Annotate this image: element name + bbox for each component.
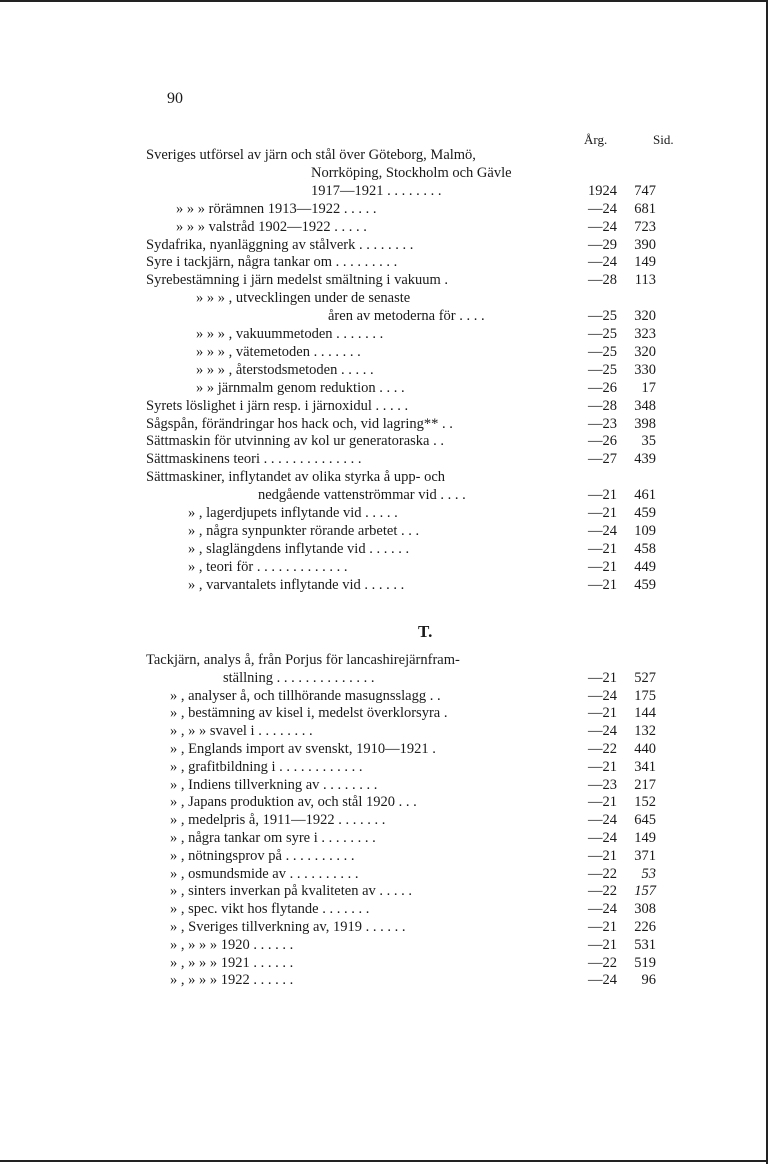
entry-page: 308 xyxy=(634,901,656,918)
entry-year: —21 xyxy=(588,540,617,557)
entry-year: —21 xyxy=(588,847,617,864)
entry-page: 527 xyxy=(634,669,656,686)
entry-page: 439 xyxy=(634,451,656,468)
entry-year: —22 xyxy=(588,883,617,900)
entry-page: 519 xyxy=(634,954,656,971)
index-entry xyxy=(0,723,768,740)
entry-page: 348 xyxy=(634,397,656,414)
entry-year: —21 xyxy=(588,705,617,722)
entry-page: 459 xyxy=(634,576,656,593)
index-entry xyxy=(0,183,768,200)
entry-page: 461 xyxy=(634,487,656,504)
entry-year: —21 xyxy=(588,558,617,575)
entry-page: 681 xyxy=(634,200,656,217)
entry-page: 398 xyxy=(634,415,656,432)
entry-page: 53 xyxy=(641,865,656,882)
entry-text: » , Indiens tillverkning av . . . . . . . . xyxy=(170,776,378,793)
entry-year: —21 xyxy=(588,487,617,504)
index-entry xyxy=(0,469,768,486)
entry-year: —21 xyxy=(588,936,617,953)
entry-page: 390 xyxy=(634,236,656,253)
index-entry xyxy=(0,201,768,218)
entry-year: —22 xyxy=(588,741,617,757)
entry-page: 35 xyxy=(641,433,656,450)
entry-text: » » » , återstodsmetoden . . . . . xyxy=(196,361,374,378)
index-entry xyxy=(0,541,768,558)
bottom-border xyxy=(0,1160,768,1162)
entry-page: 149 xyxy=(634,830,656,846)
index-entry xyxy=(0,919,768,936)
entry-text: » , några tankar om syre i . . . . . . . . xyxy=(170,830,376,846)
entry-year: 1924 xyxy=(588,182,617,199)
entry-page: 440 xyxy=(634,741,656,757)
entry-text: » , Englands import av svenskt, 1910—1921 . xyxy=(170,741,436,757)
entry-page: 330 xyxy=(634,361,656,378)
index-entry xyxy=(0,652,768,669)
entry-year: —26 xyxy=(588,433,617,450)
index-entry xyxy=(0,812,768,829)
index-entry xyxy=(0,487,768,504)
entry-text: » , varvantalets inflytande vid . . . . . . xyxy=(188,576,405,593)
entry-page: 109 xyxy=(634,522,656,539)
index-entry xyxy=(0,937,768,954)
index-entry xyxy=(0,741,768,758)
index-entry xyxy=(0,759,768,776)
entry-text: 1917—1921 . . . . . . . . xyxy=(311,182,442,199)
entry-page: 226 xyxy=(634,919,656,935)
entry-text: Sydafrika, nyanläggning av stålverk . . . . . . . . xyxy=(146,236,414,253)
entry-page: 531 xyxy=(634,936,656,953)
entry-year: —24 xyxy=(588,812,617,829)
entry-text: » , osmundsmide av . . . . . . . . . . xyxy=(170,865,359,882)
index-entry xyxy=(0,794,768,811)
entry-year: —21 xyxy=(588,758,617,775)
entry-year: —25 xyxy=(588,308,617,325)
entry-text: Sågspån, förändringar hos hack och, vid lagring** . . xyxy=(146,415,453,432)
section-heading-t: T. xyxy=(418,622,433,641)
entry-page: 458 xyxy=(634,540,656,557)
entry-year: —28 xyxy=(588,272,617,289)
entry-text: åren av metoderna för . . . . xyxy=(328,308,485,325)
entry-text: » , » » » 1920 . . . . . . xyxy=(170,936,294,953)
entry-year: —24 xyxy=(588,830,617,846)
entry-page: 747 xyxy=(634,182,656,199)
entry-year: —22 xyxy=(588,954,617,971)
index-entry xyxy=(0,362,768,379)
entry-text: Sättmaskinens teori . . . . . . . . . . . . . . xyxy=(146,451,362,468)
entry-page: 17 xyxy=(641,379,656,396)
entry-text: » , spec. vikt hos flytande . . . . . . . xyxy=(170,901,370,918)
entry-text: » » » , vätemetoden . . . . . . . xyxy=(196,343,361,360)
entry-page: 149 xyxy=(634,254,656,271)
entry-page: 113 xyxy=(634,272,656,289)
entry-text: » » » valstråd 1902—1922 . . . . . xyxy=(176,218,367,235)
entry-text: Sättmaskiner, inflytandet av olika styrka å upp- och xyxy=(146,469,446,486)
entry-page: 217 xyxy=(634,776,656,793)
entry-year: —21 xyxy=(588,576,617,593)
entry-text: » , några synpunkter rörande arbetet . . . xyxy=(188,522,420,539)
index-entry xyxy=(0,308,768,325)
page-column-header: Sid. xyxy=(653,132,674,147)
index-entry xyxy=(0,972,768,989)
entry-text: » , Japans produktion av, och stål 1920 . . . xyxy=(170,794,417,811)
entry-year: —24 xyxy=(588,218,617,235)
entry-year: —23 xyxy=(588,415,617,432)
index-entry xyxy=(0,705,768,722)
entry-year: —24 xyxy=(588,254,617,271)
page-number: 90 xyxy=(167,90,183,107)
index-entry xyxy=(0,451,768,468)
entry-text: » , slaglängdens inflytande vid . . . . . . xyxy=(188,540,410,557)
entry-page: 320 xyxy=(634,308,656,325)
index-entry xyxy=(0,326,768,343)
entry-text: » , grafitbildning i . . . . . . . . . . . . xyxy=(170,758,363,775)
index-entry xyxy=(0,559,768,576)
entry-page: 723 xyxy=(634,218,656,235)
entry-year: —25 xyxy=(588,326,617,342)
entry-year: —21 xyxy=(588,505,617,521)
index-entry xyxy=(0,165,768,182)
entry-page: 645 xyxy=(634,812,656,829)
entry-text: Sveriges utförsel av järn och stål över Göteborg, Malmö, xyxy=(146,147,476,163)
entry-text: nedgående vattenströmmar vid . . . . xyxy=(258,487,466,504)
index-entry xyxy=(0,272,768,289)
index-entry xyxy=(0,777,768,794)
entry-text: » , teori för . . . . . . . . . . . . . xyxy=(188,558,348,575)
entry-year: —27 xyxy=(588,451,617,468)
entry-text: » , nötningsprov på . . . . . . . . . . xyxy=(170,847,355,864)
index-entry xyxy=(0,505,768,522)
index-entry xyxy=(0,883,768,900)
index-entry xyxy=(0,866,768,883)
entry-text: » » » , vakuummetoden . . . . . . . xyxy=(196,326,384,342)
entry-year: —26 xyxy=(588,379,617,396)
entry-text: ställning . . . . . . . . . . . . . . xyxy=(223,669,375,686)
entry-text: Sättmaskin för utvinning av kol ur generatoraska . . xyxy=(146,433,444,450)
entry-page: 371 xyxy=(634,847,656,864)
entry-year: —24 xyxy=(588,522,617,539)
entry-year: —24 xyxy=(588,972,617,989)
index-entry xyxy=(0,344,768,361)
entry-text: » , analyser å, och tillhörande masugnsslagg . . xyxy=(170,687,441,704)
index-entry xyxy=(0,254,768,271)
entry-text: » , » » » 1922 . . . . . . xyxy=(170,972,294,989)
entry-year: —21 xyxy=(588,794,617,811)
entry-page: 96 xyxy=(641,972,656,989)
entry-page: 144 xyxy=(634,705,656,722)
index-entry xyxy=(0,237,768,254)
entry-text: » , » » svavel i . . . . . . . . xyxy=(170,723,313,740)
index-entry xyxy=(0,830,768,847)
entry-year: —21 xyxy=(588,919,617,935)
index-entry xyxy=(0,380,768,397)
entry-text: Syrets löslighet i järn resp. i järnoxidul . . . . . xyxy=(146,397,409,414)
entry-year: —24 xyxy=(588,200,617,217)
index-entry xyxy=(0,147,768,164)
entry-year: —24 xyxy=(588,687,617,704)
index-entry xyxy=(0,523,768,540)
index-entry xyxy=(0,398,768,415)
entry-year: —23 xyxy=(588,776,617,793)
entry-year: —24 xyxy=(588,901,617,918)
entry-text: Syrebestämning i järn medelst smältning i vakuum . xyxy=(146,272,449,289)
entry-year: —25 xyxy=(588,361,617,378)
entry-year: —21 xyxy=(588,669,617,686)
entry-page: 459 xyxy=(634,505,656,521)
entry-text: » , lagerdjupets inflytande vid . . . . . xyxy=(188,505,398,521)
entry-text: » , sinters inverkan på kvaliteten av . . . . . xyxy=(170,883,413,900)
index-entry xyxy=(0,901,768,918)
entry-text: » , » » » 1921 . . . . . . xyxy=(170,954,294,971)
entry-text: » , medelpris å, 1911—1922 . . . . . . . xyxy=(170,812,386,829)
entry-page: 132 xyxy=(634,723,656,740)
index-entry xyxy=(0,416,768,433)
entry-page: 449 xyxy=(634,558,656,575)
entry-year: —29 xyxy=(588,236,617,253)
entry-page: 157 xyxy=(634,883,656,900)
index-entry xyxy=(0,955,768,972)
entry-year: —28 xyxy=(588,397,617,414)
entry-text: Norrköping, Stockholm och Gävle xyxy=(311,164,512,181)
index-entry xyxy=(0,219,768,236)
index-entry xyxy=(0,433,768,450)
entry-page: 320 xyxy=(634,343,656,360)
entry-text: Syre i tackjärn, några tankar om . . . . . . . . . xyxy=(146,254,398,271)
entry-text: » » järnmalm genom reduktion . . . . xyxy=(196,379,405,396)
entry-page: 152 xyxy=(634,794,656,811)
index-entry xyxy=(0,290,768,307)
entry-text: » » » , utvecklingen under de senaste xyxy=(196,290,411,307)
index-entry xyxy=(0,688,768,705)
entry-year: —25 xyxy=(588,343,617,360)
entry-page: 341 xyxy=(634,758,656,775)
index-entry xyxy=(0,848,768,865)
entry-text: » , bestämning av kisel i, medelst överklorsyra . xyxy=(170,705,448,722)
entry-text: » » » rörämnen 1913—1922 . . . . . xyxy=(176,200,377,217)
entry-year: —22 xyxy=(588,865,617,882)
index-entry xyxy=(0,577,768,594)
entry-page: 175 xyxy=(634,687,656,704)
entry-page: 323 xyxy=(634,326,656,342)
entry-text: » , Sveriges tillverkning av, 1919 . . . . . . xyxy=(170,919,406,935)
entry-text: Tackjärn, analys å, från Porjus för lancashirejärnfram- xyxy=(146,652,460,668)
top-border xyxy=(0,0,768,2)
year-column-header: Årg. xyxy=(584,132,608,147)
entry-year: —24 xyxy=(588,723,617,740)
index-entry xyxy=(0,670,768,687)
